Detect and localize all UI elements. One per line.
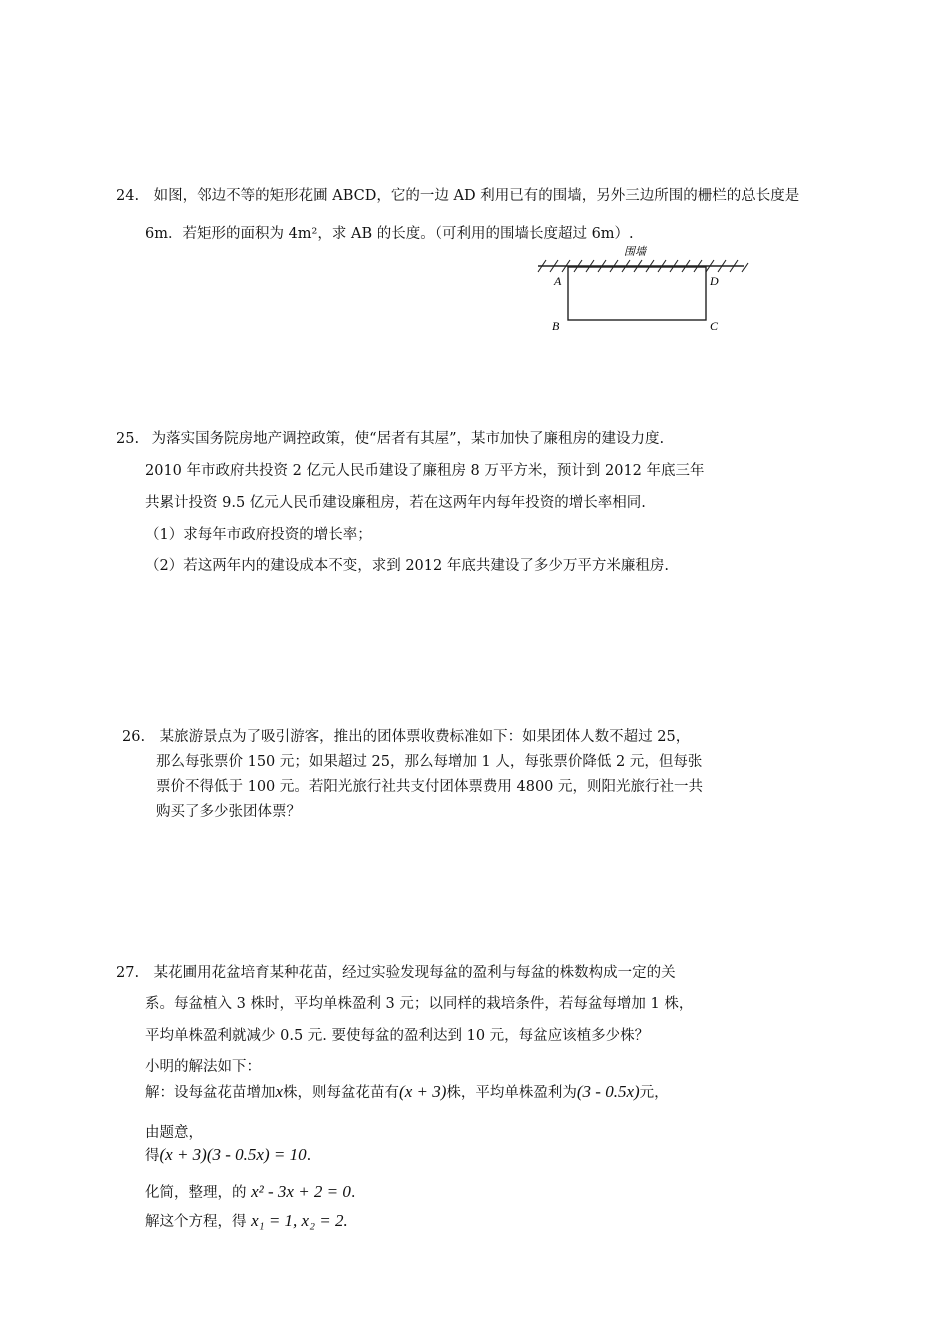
label-a: A [554, 274, 562, 288]
q27-by-question: 由题意， [145, 1125, 203, 1141]
wall-label: 围墙 [624, 245, 646, 258]
q27-line-2: 系。每盆植入 3 株时，平均单株盈利 3 元；以同样的栽培条件，若每盆每增加 1 株， [145, 996, 694, 1012]
q24-line-2: 6m．若矩形的面积为 4m²，求 AB 的长度。（可利用的围墙长度超过 6m）. [145, 226, 634, 242]
sol-text-c: 株，平均单株盈利为 [446, 1085, 577, 1101]
label-b: B [552, 319, 560, 333]
roots: x₁ = 1, x₂ = 2. [251, 1211, 348, 1230]
q24-number: 24. [116, 188, 140, 204]
q26-line-3: 票价不得低于 100 元。若阳光旅行社共支付团体票费用 4800 元，则阳光旅行社一共 [156, 779, 704, 795]
q27-text-1: 某花圃用花盆培育某种花苗，经过实验发现每盆的盈利与每盆的株数构成一定的关 [153, 965, 676, 981]
garden-figure [530, 244, 760, 344]
q27-line-3: 平均单株盈利就减少 0.5 元. 要使每盆的盈利达到 10 元，每盆应该植多少株？ [145, 1028, 650, 1044]
q27-equation-line [145, 1141, 311, 1170]
q25-line-3: 共累计投资 9.5 亿元人民币建设廉租房，若在这两年内每年投资的增长率相同. [145, 495, 646, 511]
get-label: 得 [145, 1148, 160, 1164]
sol-text-b: 株，则每盆花苗有 [283, 1085, 400, 1101]
q26-line-2: 那么每张票价 150 元；如果超过 25，那么每增加 1 人，每张票价降低 2 元，但每张 [156, 754, 703, 770]
q27-solution-setup [145, 1078, 669, 1107]
simplify-label: 化简，整理，的 [145, 1185, 247, 1201]
solve-label: 解这个方程，得 [145, 1214, 247, 1230]
simplified-end: . [350, 1185, 356, 1201]
q25-number: 25. [116, 431, 140, 447]
sol-expr-2: (3 - 0.5x) [576, 1082, 640, 1101]
q25-line-1 [116, 429, 664, 449]
q26-line-4: 购买了多少张团体票？ [156, 804, 301, 820]
q27-solution-intro: 小明的解法如下： [145, 1059, 261, 1075]
equation: (x + 3)(3 - 0.5x) = 10 [159, 1145, 307, 1164]
q25-text-1: 为落实国务院房地产调控政策，使“居者有其屋”，某市加快了廉租房的建设力度. [151, 431, 665, 447]
q25-part-1: （1）求每年市政府投资的增长率； [145, 527, 372, 543]
q25-part-2: （2）若这两年内的建设成本不变，求到 2012 年底共建设了多少万平方米廉租房. [145, 558, 669, 574]
q26-text-1: 某旅游景点为了吸引游客，推出的团体票收费标准如下：如果团体人数不超过 25， [159, 729, 691, 745]
q24-text-1: 如图，邻边不等的矩形花圃 ABCD，它的一边 AD 利用已有的围墙，另外三边所围的栅栏的总长度是 [153, 188, 800, 204]
rectangle-abcd [568, 267, 706, 320]
q26-line-1 [122, 727, 690, 747]
label-c: C [710, 319, 719, 333]
q27-line-1 [116, 963, 676, 983]
q25-line-2: 2010 年市政府共投资 2 亿元人民币建设了廉租房 8 万平方米，预计到 2012 年底三年 [145, 463, 705, 479]
simplified-equation: x² - 3x + 2 = 0 [251, 1182, 351, 1201]
q27-simplify-line [145, 1179, 356, 1206]
sol-var-x: x [275, 1082, 284, 1101]
sol-text-d: 元， [639, 1085, 669, 1101]
q26-number: 26. [122, 729, 146, 745]
sol-expr-1: (x + 3) [399, 1082, 447, 1101]
sol-text-a: 解：设每盆花苗增加 [145, 1085, 276, 1101]
q27-number: 27. [116, 965, 140, 981]
label-d: D [710, 274, 719, 288]
equation-end: . [306, 1148, 312, 1164]
q24-line-1 [116, 186, 799, 206]
q27-solve-line [145, 1208, 348, 1235]
